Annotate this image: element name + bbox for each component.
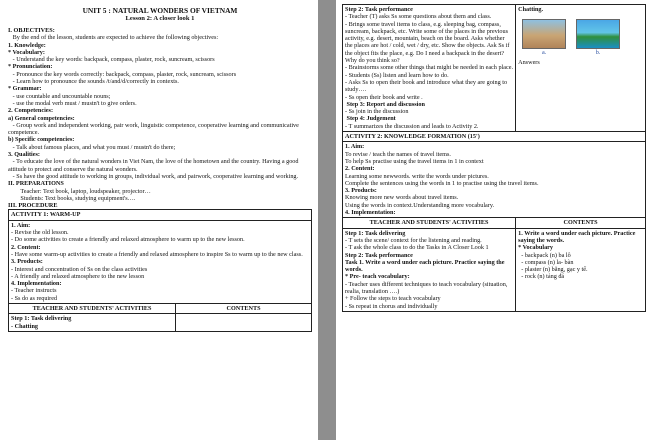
- text-line: * Grammar:: [8, 85, 42, 93]
- text-line: - Group work and independent working, pair work, linguistic competence, cooperative learning and communicative competence.: [8, 121, 301, 137]
- text-line: 4. Implementation:: [11, 280, 62, 288]
- text-line: b) Specific competencies:: [8, 136, 75, 144]
- activity1-body: [9, 220, 311, 303]
- text-line: - Revise the old lesson.: [11, 229, 69, 237]
- right-page: [336, 0, 650, 440]
- chatting-cell: [515, 5, 645, 131]
- text-line: - Talk about famous places, and what you must / mustn't do there;: [8, 143, 176, 151]
- text-line: - Teacher (T) asks Ss some questions about them and class.: [345, 13, 492, 21]
- text-line: Knowing more new words about travel items.: [345, 194, 459, 202]
- text-line: * Pronunciation:: [8, 63, 53, 71]
- text-line: * Vocabulary:: [8, 48, 45, 56]
- text-line: To help Ss practise using the travel items in 1 in context: [345, 157, 484, 165]
- text-line: I. OBJECTIVES:: [8, 27, 55, 34]
- island-image: [576, 19, 620, 49]
- step1-label: Step 1: Task delivering: [11, 315, 72, 323]
- text-line: - Ss open their book and write .: [345, 93, 423, 101]
- text-line: - Brainstorms some other things that might be needed in each place.: [345, 64, 514, 72]
- text-line: - Learn how to pronounce the sounds /t/and/d/correctly in contexts.: [8, 78, 179, 86]
- text-line: 3. Products:: [345, 187, 377, 195]
- text-line: By the end of the lesson, students are expected to achieve the following objectives:: [8, 34, 219, 42]
- picture-a: [522, 19, 566, 56]
- continued-row: [343, 5, 645, 131]
- task-performance-cell: [343, 5, 515, 131]
- unit-title: UNIT 5 : NATURAL WONDERS OF VIETNAM: [82, 6, 238, 15]
- text-line: a) General competencies:: [8, 114, 75, 122]
- picture-b-caption: b.: [595, 49, 601, 57]
- text-line: Learning some newwords. write the words under pictures.: [345, 172, 489, 180]
- text-line: 1. Knowledge:: [8, 41, 46, 49]
- text-line: - Do some activities to create a friendly and relaxed atmosphere to warm up to the new lesson.: [11, 236, 245, 244]
- text-line: - Pronounce the key words correctly: backpack, compass, plaster, rock, suncream, scissors: [8, 70, 237, 78]
- text-line: III. PROCEDURE: [8, 202, 58, 210]
- text-line: Step 4: Judgement: [345, 115, 396, 123]
- answers-label: Answers: [518, 58, 540, 66]
- activity2-body: [343, 141, 645, 217]
- text-line: Step 2: Task performance: [345, 6, 413, 13]
- activity1-title: ACTIVITY 1: WARM-UP: [11, 211, 81, 219]
- text-line: Students: Text books, studying equipment's….: [8, 194, 136, 202]
- picture-b: [576, 19, 620, 56]
- text-line: - Ss do as required: [11, 294, 58, 302]
- desert-image: [522, 19, 566, 49]
- text-line: 2. Competencies:: [8, 107, 54, 115]
- text-line: - Have some warm-up activities to create a friendly and relaxed atmosphere to inspire Ss to warm up to the new class.: [11, 250, 303, 258]
- objectives-section: [8, 27, 312, 209]
- text-line: - rock (n) tảng đá: [518, 273, 565, 281]
- table2-header-contents: CONTENTS: [515, 218, 645, 227]
- text-line: 3. Qualities:: [8, 151, 40, 159]
- table2-activities-cell: [343, 229, 515, 311]
- pictures-row: [518, 19, 643, 56]
- text-line: - Ss have the good attitude to working in groups, individual work, and pairwork, cooperative learning and working.: [8, 172, 299, 180]
- text-line: Step 3: Report and discussion: [345, 100, 425, 108]
- text-line: + Follow the steps to teach vocabulary: [345, 295, 441, 303]
- activity1-header-row: [9, 303, 311, 313]
- text-line: 1. Write a word under each picture. Practice saying the words.: [518, 229, 637, 244]
- text-line: - Teacher uses different techniques to teach vocabulary (situation, realia, translation ….): [345, 280, 509, 295]
- text-line: - T ask the whole class to do the Tasks in A Closer Look 1: [345, 244, 489, 252]
- activity1-continued-table: [342, 4, 646, 312]
- text-line: - plaster (n) băng, gạc y tế.: [518, 266, 588, 274]
- lesson-subtitle: Lesson 2: A closer look 1: [125, 15, 195, 22]
- text-line: II. PREPARATIONS: [8, 180, 64, 188]
- text-line: - use the modal verb must / mustn't to give orders.: [8, 99, 137, 107]
- table2-header-row: [343, 217, 645, 227]
- left-page: [0, 0, 318, 440]
- chatting-title: Chatting.: [518, 6, 544, 13]
- text-line: - A friendly and relaxed atmosphere to the new lesson: [11, 272, 145, 280]
- text-line: To revise / teach the names of travel items.: [345, 150, 451, 158]
- text-line: - Ss join in the discussion: [345, 108, 409, 116]
- text-line: - Understand the key words: backpack, compass, plaster, rock, suncream, scissors: [8, 56, 215, 64]
- activity1-step-cell: [9, 314, 175, 331]
- text-line: - Teacher instructs: [11, 287, 57, 295]
- text-line: * Pre- teach vocabulary:: [345, 273, 410, 281]
- text-line: Complete the sentences using the words in 1 to practise using the travel items.: [345, 179, 539, 187]
- table2-header-activities: TEACHER AND STUDENTS' ACTIVITIES: [369, 219, 489, 227]
- text-line: - Asks Ss to open their book and introduce what they are going to study….: [345, 78, 509, 94]
- text-line: 3. Products:: [11, 258, 43, 266]
- text-line: - Ss repeat in chorus and individually: [345, 302, 438, 310]
- header-contents: CONTENTS: [175, 304, 311, 313]
- text-line: 2. Content:: [11, 243, 41, 251]
- activity1-step-row: [9, 313, 311, 331]
- text-line: 1. Aim:: [11, 221, 31, 229]
- text-line: - To educate the love of the natural wonders in Viet Nam, the love of the hometown and the country. Having a good attitude to protect and conserve the natural wonders.: [8, 158, 301, 173]
- text-line: 4. Implementation:: [345, 209, 396, 217]
- text-line: - backpack (n) ba lô: [518, 251, 571, 259]
- text-line: - compass (n) la- bàn: [518, 258, 574, 266]
- text-line: Step 2: Task performance: [345, 251, 413, 259]
- text-line: 1. Aim:: [345, 143, 365, 151]
- text-line: * Vocabulary: [518, 244, 554, 252]
- step1-item: - Chatting: [11, 322, 38, 330]
- text-line: - T sets the scene/ context for the listening and reading.: [345, 236, 482, 244]
- header-activities: TEACHER AND STUDENTS' ACTIVITIES: [32, 304, 152, 312]
- text-line: 2. Content:: [345, 165, 375, 173]
- activity1-table: [8, 209, 312, 331]
- text-line: - Students (Ss) listen and learn how to do.: [345, 71, 449, 79]
- text-line: - use countable and uncountable nouns;: [8, 92, 111, 100]
- text-line: - Brings some travel items to class, e.g. sleeping bag, compass, suncream, backpack, etc. Write some of the places in the previous activity, e.g. desert, mountain, beach on the board. Asks whether the places are hot / cold, wet / dry, etc. Show the objects. Ask Ss if the object fits the place, e.g. Do I need a backpack in the desert? Why do you think so?: [345, 20, 511, 65]
- text-line: Task 1. Write a word under each picture. Practice saying the words.: [345, 258, 507, 274]
- table2-contents-cell: [515, 229, 645, 311]
- text-line: Step 1: Task delivering: [345, 229, 406, 237]
- picture-a-caption: a.: [541, 49, 547, 57]
- activity1-contents-cell: [175, 314, 311, 331]
- activity2-title: ACTIVITY 2: KNOWLEDGE FORMATION (15'): [345, 133, 480, 141]
- text-line: - Interest and concentration of Ss on the class activities: [11, 265, 148, 273]
- text-line: - T summarizes the discussion and leads to Activity 2.: [345, 122, 479, 130]
- text-line: Using the words in context.Understanding more vocabulary.: [345, 201, 495, 209]
- table2-body-row: [343, 228, 645, 311]
- text-line: Teacher: Text book, laptop, loudspeaker, projector…: [8, 187, 151, 195]
